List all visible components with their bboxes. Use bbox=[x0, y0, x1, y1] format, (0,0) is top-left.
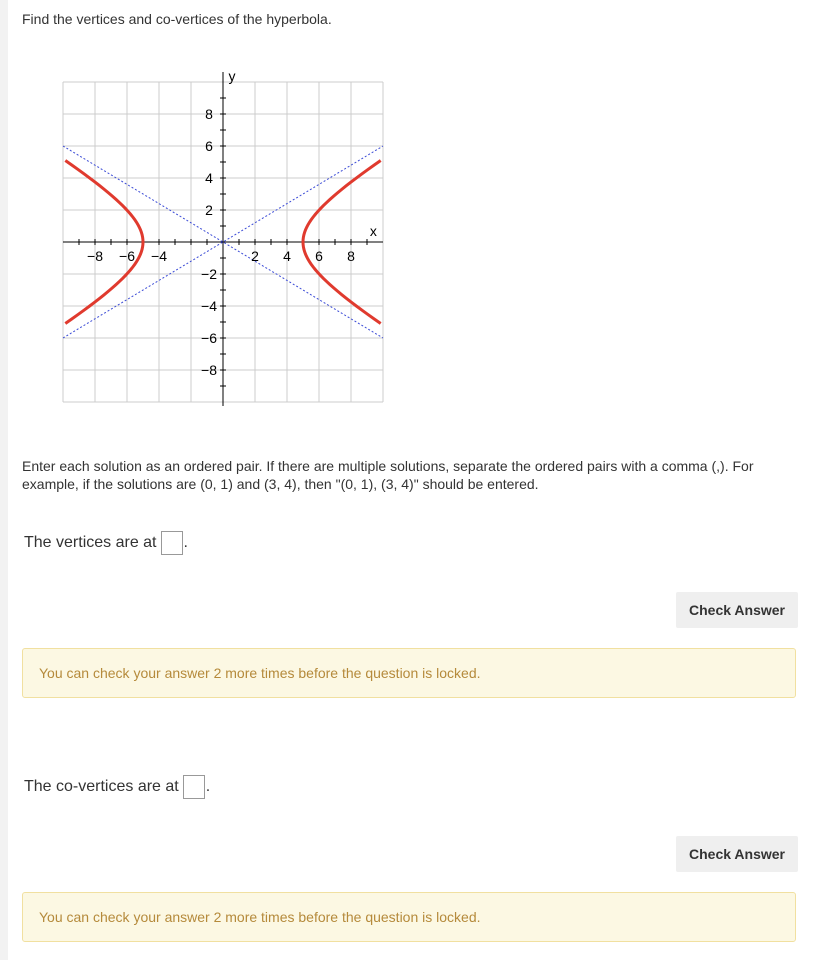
y-tick-label: −6 bbox=[201, 330, 217, 346]
y-tick-label: 8 bbox=[205, 106, 213, 122]
x-tick-label: 6 bbox=[315, 248, 323, 264]
question-prompt: Find the vertices and co-vertices of the hyperbola. bbox=[22, 11, 332, 27]
x-axis-label: x bbox=[369, 223, 377, 239]
check-answer-button-co-vertices[interactable]: Check Answer bbox=[676, 836, 798, 872]
y-tick-label: −4 bbox=[201, 298, 217, 314]
y-tick-label: 6 bbox=[205, 138, 213, 154]
y-tick-label: −8 bbox=[201, 362, 217, 378]
instructions-text: Enter each solution as an ordered pair. If there are multiple solutions, separate the ordered pairs with a comma (,). For example, if the solutions are (0, 1) and (3, 4), then "(0, 1), (3, 4)" should be entered. bbox=[22, 458, 754, 492]
co-vertices-label: The co-vertices are at bbox=[24, 778, 179, 795]
x-tick-label: 8 bbox=[347, 248, 355, 264]
co-vertices-period: . bbox=[205, 778, 211, 795]
y-axis-label: y bbox=[228, 70, 236, 84]
x-tick-label: −4 bbox=[151, 248, 167, 264]
y-tick-label: −2 bbox=[201, 266, 217, 282]
x-tick-label: −6 bbox=[119, 248, 135, 264]
attempts-notice-vertices: You can check your answer 2 more times before the question is locked. bbox=[22, 648, 796, 698]
co-vertices-input[interactable] bbox=[183, 775, 205, 799]
graph-svg bbox=[55, 70, 395, 410]
x-tick-label: 4 bbox=[283, 248, 291, 264]
vertices-label: The vertices are at bbox=[24, 534, 157, 551]
y-tick-label: 2 bbox=[205, 202, 213, 218]
left-rail bbox=[0, 0, 8, 960]
x-tick-label: 2 bbox=[251, 248, 259, 264]
y-tick-label: 4 bbox=[205, 170, 213, 186]
attempts-notice-co-vertices: You can check your answer 2 more times before the question is locked. bbox=[22, 892, 796, 942]
x-tick-label: −8 bbox=[87, 248, 103, 264]
vertices-input[interactable] bbox=[161, 531, 183, 555]
check-answer-button-vertices[interactable]: Check Answer bbox=[676, 592, 798, 628]
hyperbola-graph bbox=[55, 70, 395, 410]
vertices-answer-row bbox=[24, 531, 188, 555]
vertices-period: . bbox=[183, 534, 188, 551]
co-vertices-answer-row bbox=[24, 775, 210, 799]
